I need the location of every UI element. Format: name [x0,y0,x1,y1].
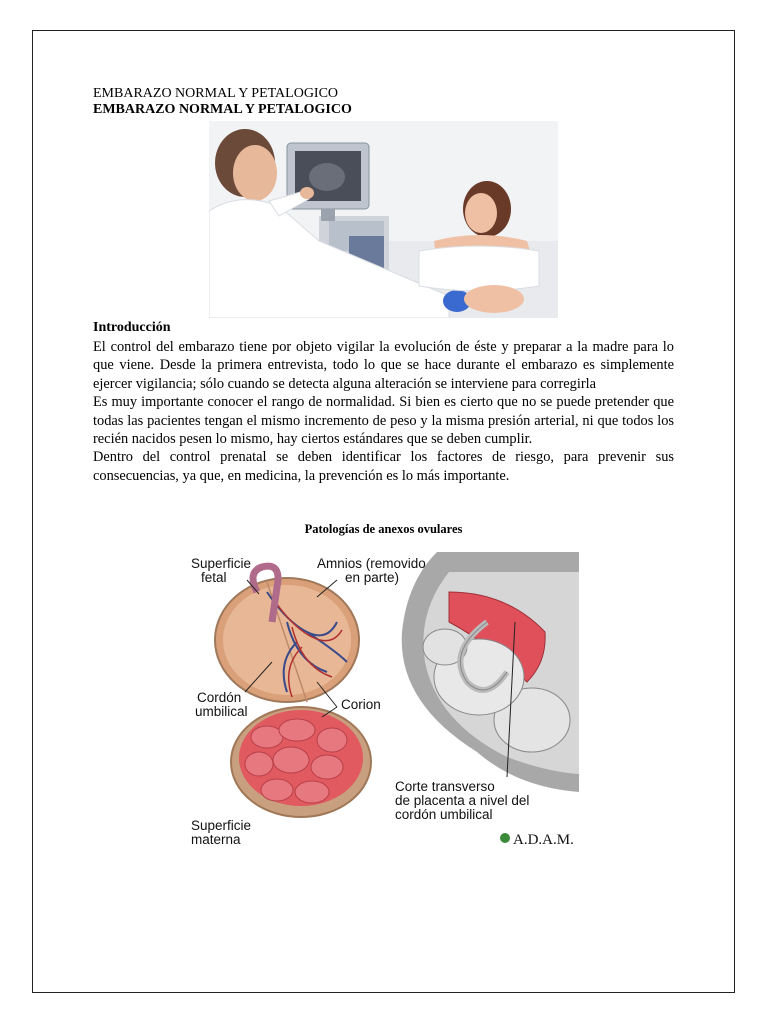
document-header [93,86,674,118]
paragraph: Es muy importante conocer el rango de normalidad. Si bien es cierto que no se puede pretender que todas las pacientes tengan el mismo incremento de peso y la misma presión arterial, ni que todos los recién nacidos pesen lo mismo, hay ciertos estándares que se deben cumplir. [93,394,674,448]
label-corte-2: de placenta a nivel del [395,793,530,808]
label-corte-3: cordón umbilical [395,807,493,822]
document-title: EMBARAZO NORMAL Y PETALOGICO [93,86,339,101]
label-corte: Corte transverso [395,779,495,794]
label-superficie-materna-2: materna [191,832,241,847]
ultrasound-photo [209,121,558,318]
label-superficie-materna: Superficie [191,818,252,833]
placenta-diagram [187,552,579,850]
label-superficie-fetal: Superficie [191,556,252,571]
adam-logo-text: A.D.A.M. [513,832,574,848]
intro-heading: Introducción [93,320,171,335]
document-title-bold: EMBARAZO NORMAL Y PETALOGICO [93,102,352,117]
label-cordon-2: umbilical [195,704,248,719]
label-superficie-fetal-2: fetal [201,570,227,585]
paragraph: Dentro del control prenatal se deben identificar los factores de riesgo, para prevenir sus consecuencias, ya que, en medicina, la prevención es lo más importante. [93,449,674,484]
figure-caption: Patologías de anexos ovulares [304,522,463,536]
label-amnios: Amnios (removido [317,556,426,571]
label-corion: Corion [341,697,381,712]
label-cordon: Cordón [197,690,242,705]
label-amnios-2: en parte) [345,570,400,585]
body-text [93,338,674,485]
paragraph: El control del embarazo tiene por objeto vigilar la evolución de éste y preparar a la madre para lo que viene. Desde la primera entrevista, todo lo que se hace durante el embarazo es simplemente ejercer vigilancia; sólo cuando se detecta alguna alteración se interviene para corregirla [93,339,674,392]
